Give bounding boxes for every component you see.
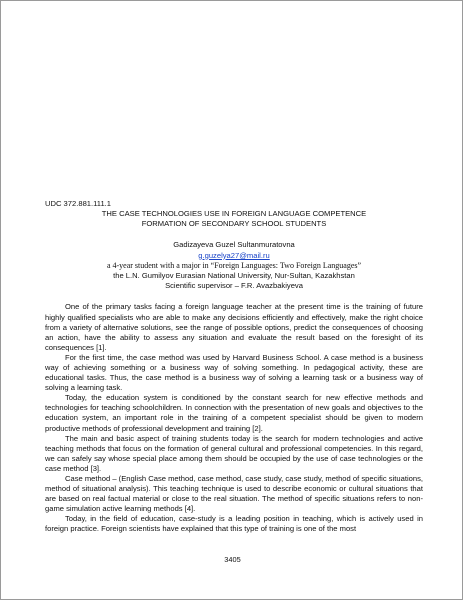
- author-email-link[interactable]: g.guzelya27@mail.ru: [198, 250, 270, 260]
- author-name: Gadizayeva Guzel Sultanmuratovna: [173, 240, 295, 250]
- article-title-line-1: THE CASE TECHNOLOGIES USE IN FOREIGN LANGUAGE COMPETENCE: [101, 209, 367, 218]
- paragraph: Today, in the field of education, case-study is a leading position in teaching, which is actively used in foreign practice. Foreign scientists have explained that this type of training is one of the most: [45, 514, 423, 534]
- paragraph: For the first time, the case method was used by Harvard Business School. A case method is a business way of achieving something or a business way of solving something. In pedagogical activity, these are educational tasks. Thus, the case method is a business way of solving a learning task or a business way of solving a learning task.: [45, 352, 423, 393]
- author-status: a 4-year student with a major in “Foreign Languages: Two Foreign Languages”: [106, 260, 362, 270]
- article-title: [45, 209, 423, 229]
- paragraph: The main and basic aspect of training students today is the search for modern technologies and active teaching methods that focus on the formation of general cultural and professional competencies. In this regard, we can safely say whose special place among them should be occupied by the use of case technologies or the case method [3].: [45, 433, 423, 473]
- paragraph: Case method – (English Case method, case method, case study, case study, method of specific situations, method of situational analysis). This teaching technique is used to describe economic or cultural situations that are based on real factual material or close to the real situation. The method of specific situations refers to non-game simulation active learning methods [4].: [45, 474, 423, 514]
- udc-code: UDC 372.881.111.1: [45, 199, 111, 208]
- body-text: [45, 302, 423, 534]
- page-number: 3405: [224, 555, 241, 564]
- article-title-line-2: FORMATION OF SECONDARY SCHOOL STUDENTS: [141, 219, 327, 229]
- scientific-supervisor: Scientific supervisor – F.R. Avazbakiyeva: [165, 281, 303, 291]
- article-body: [45, 199, 423, 535]
- author-university: the L.N. Gumilyov Eurasian National University, Nur-Sultan, Kazakhstan: [113, 271, 355, 281]
- paragraph: Today, the education system is conditioned by the constant search for new effective methods and technologies for teaching schoolchildren. In connection with the presentation of new goals and objectives to the education system, an important role in the training of a competent specialist should be given to modern productive methods of professional development and training [2].: [45, 393, 423, 433]
- author-block: [45, 240, 423, 291]
- paragraph: One of the primary tasks facing a foreign language teacher at the present time is the training of future highly qualified specialists who are able to make any decisions efficiently and effectively, make the right choice from a variety of alternative solutions, see the range of possible options, predict the consequences of choosing an action, have the ability to assess any situation and evaluate the result based on the foresight of its consequences [1].: [45, 302, 423, 352]
